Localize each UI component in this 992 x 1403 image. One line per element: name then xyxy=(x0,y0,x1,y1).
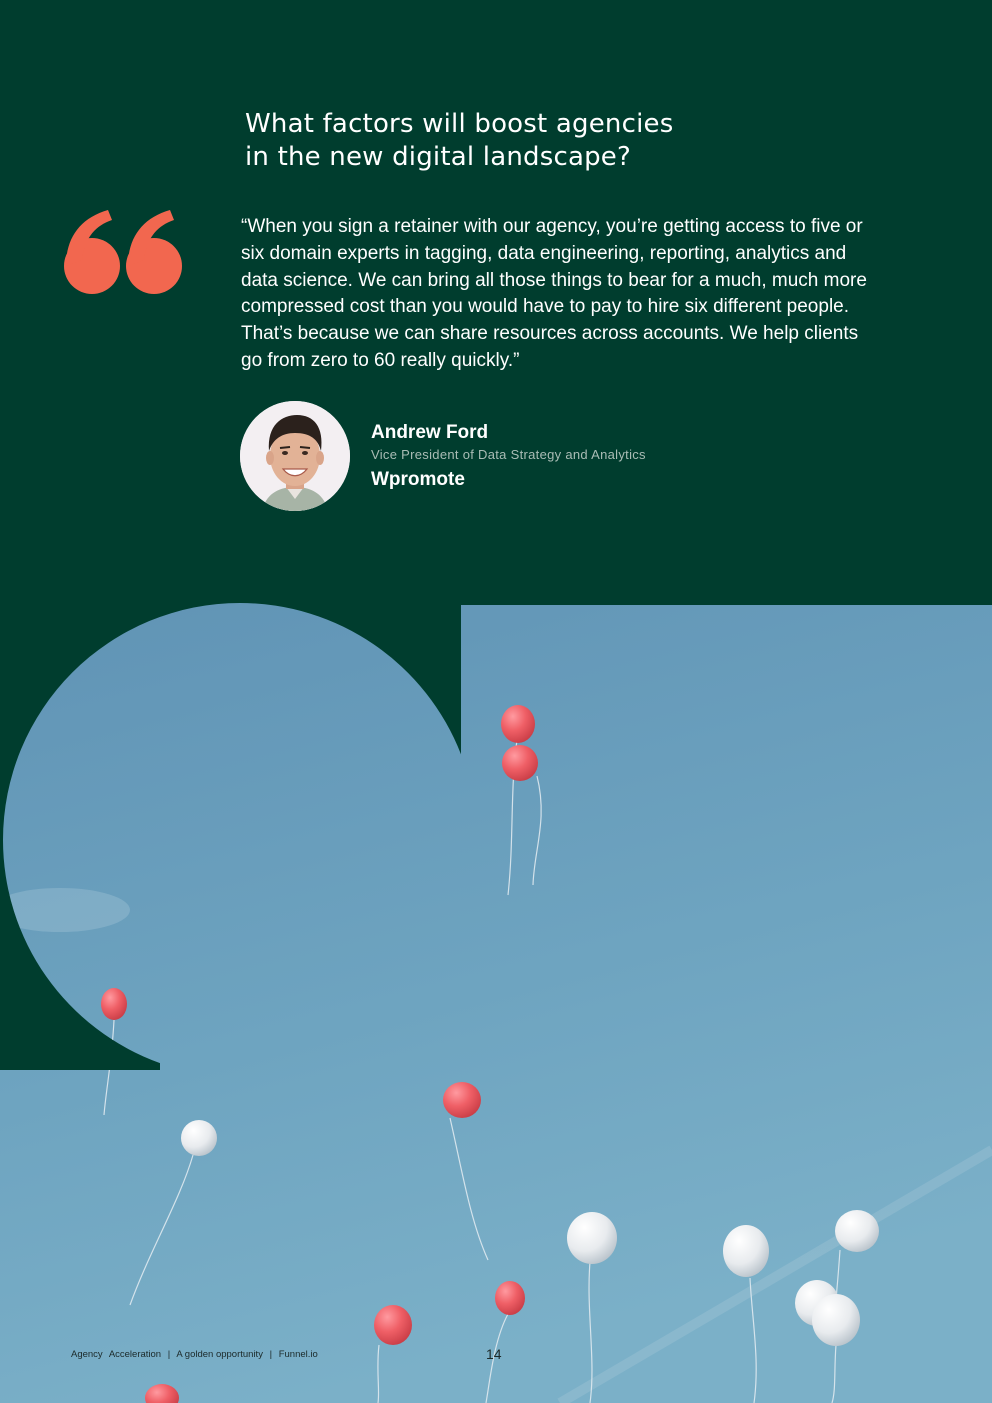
footer-separator: | xyxy=(269,1349,273,1360)
footer-doc-part1: Agency xyxy=(71,1349,103,1360)
company-name: Wpromote xyxy=(371,469,465,490)
quote-text xyxy=(241,214,913,375)
quote-mark-icon xyxy=(62,208,188,300)
quote-line: “When you sign a retainer with our agency, you’re getting access to five or xyxy=(241,216,863,237)
footer-subtitle: A golden opportunity xyxy=(176,1349,263,1360)
quote-line: go from zero to 60 really quickly.” xyxy=(241,349,520,371)
heading-line-1: What factors will boost agencies xyxy=(245,109,674,139)
footer-separator: | xyxy=(167,1349,171,1360)
footer-doc-part2: Acceleration xyxy=(108,1349,162,1360)
person-title: Vice President of Data Strategy and Analytics xyxy=(371,447,646,462)
quote-line: six domain experts in tagging, data engineering, reporting, analytics and xyxy=(241,242,847,264)
quote-line: data science. We can bring all those things to bear for a much, much more xyxy=(241,269,867,291)
page-heading xyxy=(245,108,705,174)
heading-line-2: in the new digital landscape? xyxy=(245,142,631,172)
quote-line: That’s because we can share resources across accounts. We help clients xyxy=(241,323,859,345)
quote-line: compressed cost than you would have to pay to hire six different people. xyxy=(241,296,850,318)
person-name: Andrew Ford xyxy=(371,422,489,443)
person-avatar xyxy=(240,401,350,511)
footer-brand: Funnel.io xyxy=(278,1349,318,1360)
footer-document-title xyxy=(71,1349,322,1360)
page-number: 14 xyxy=(486,1346,502,1362)
